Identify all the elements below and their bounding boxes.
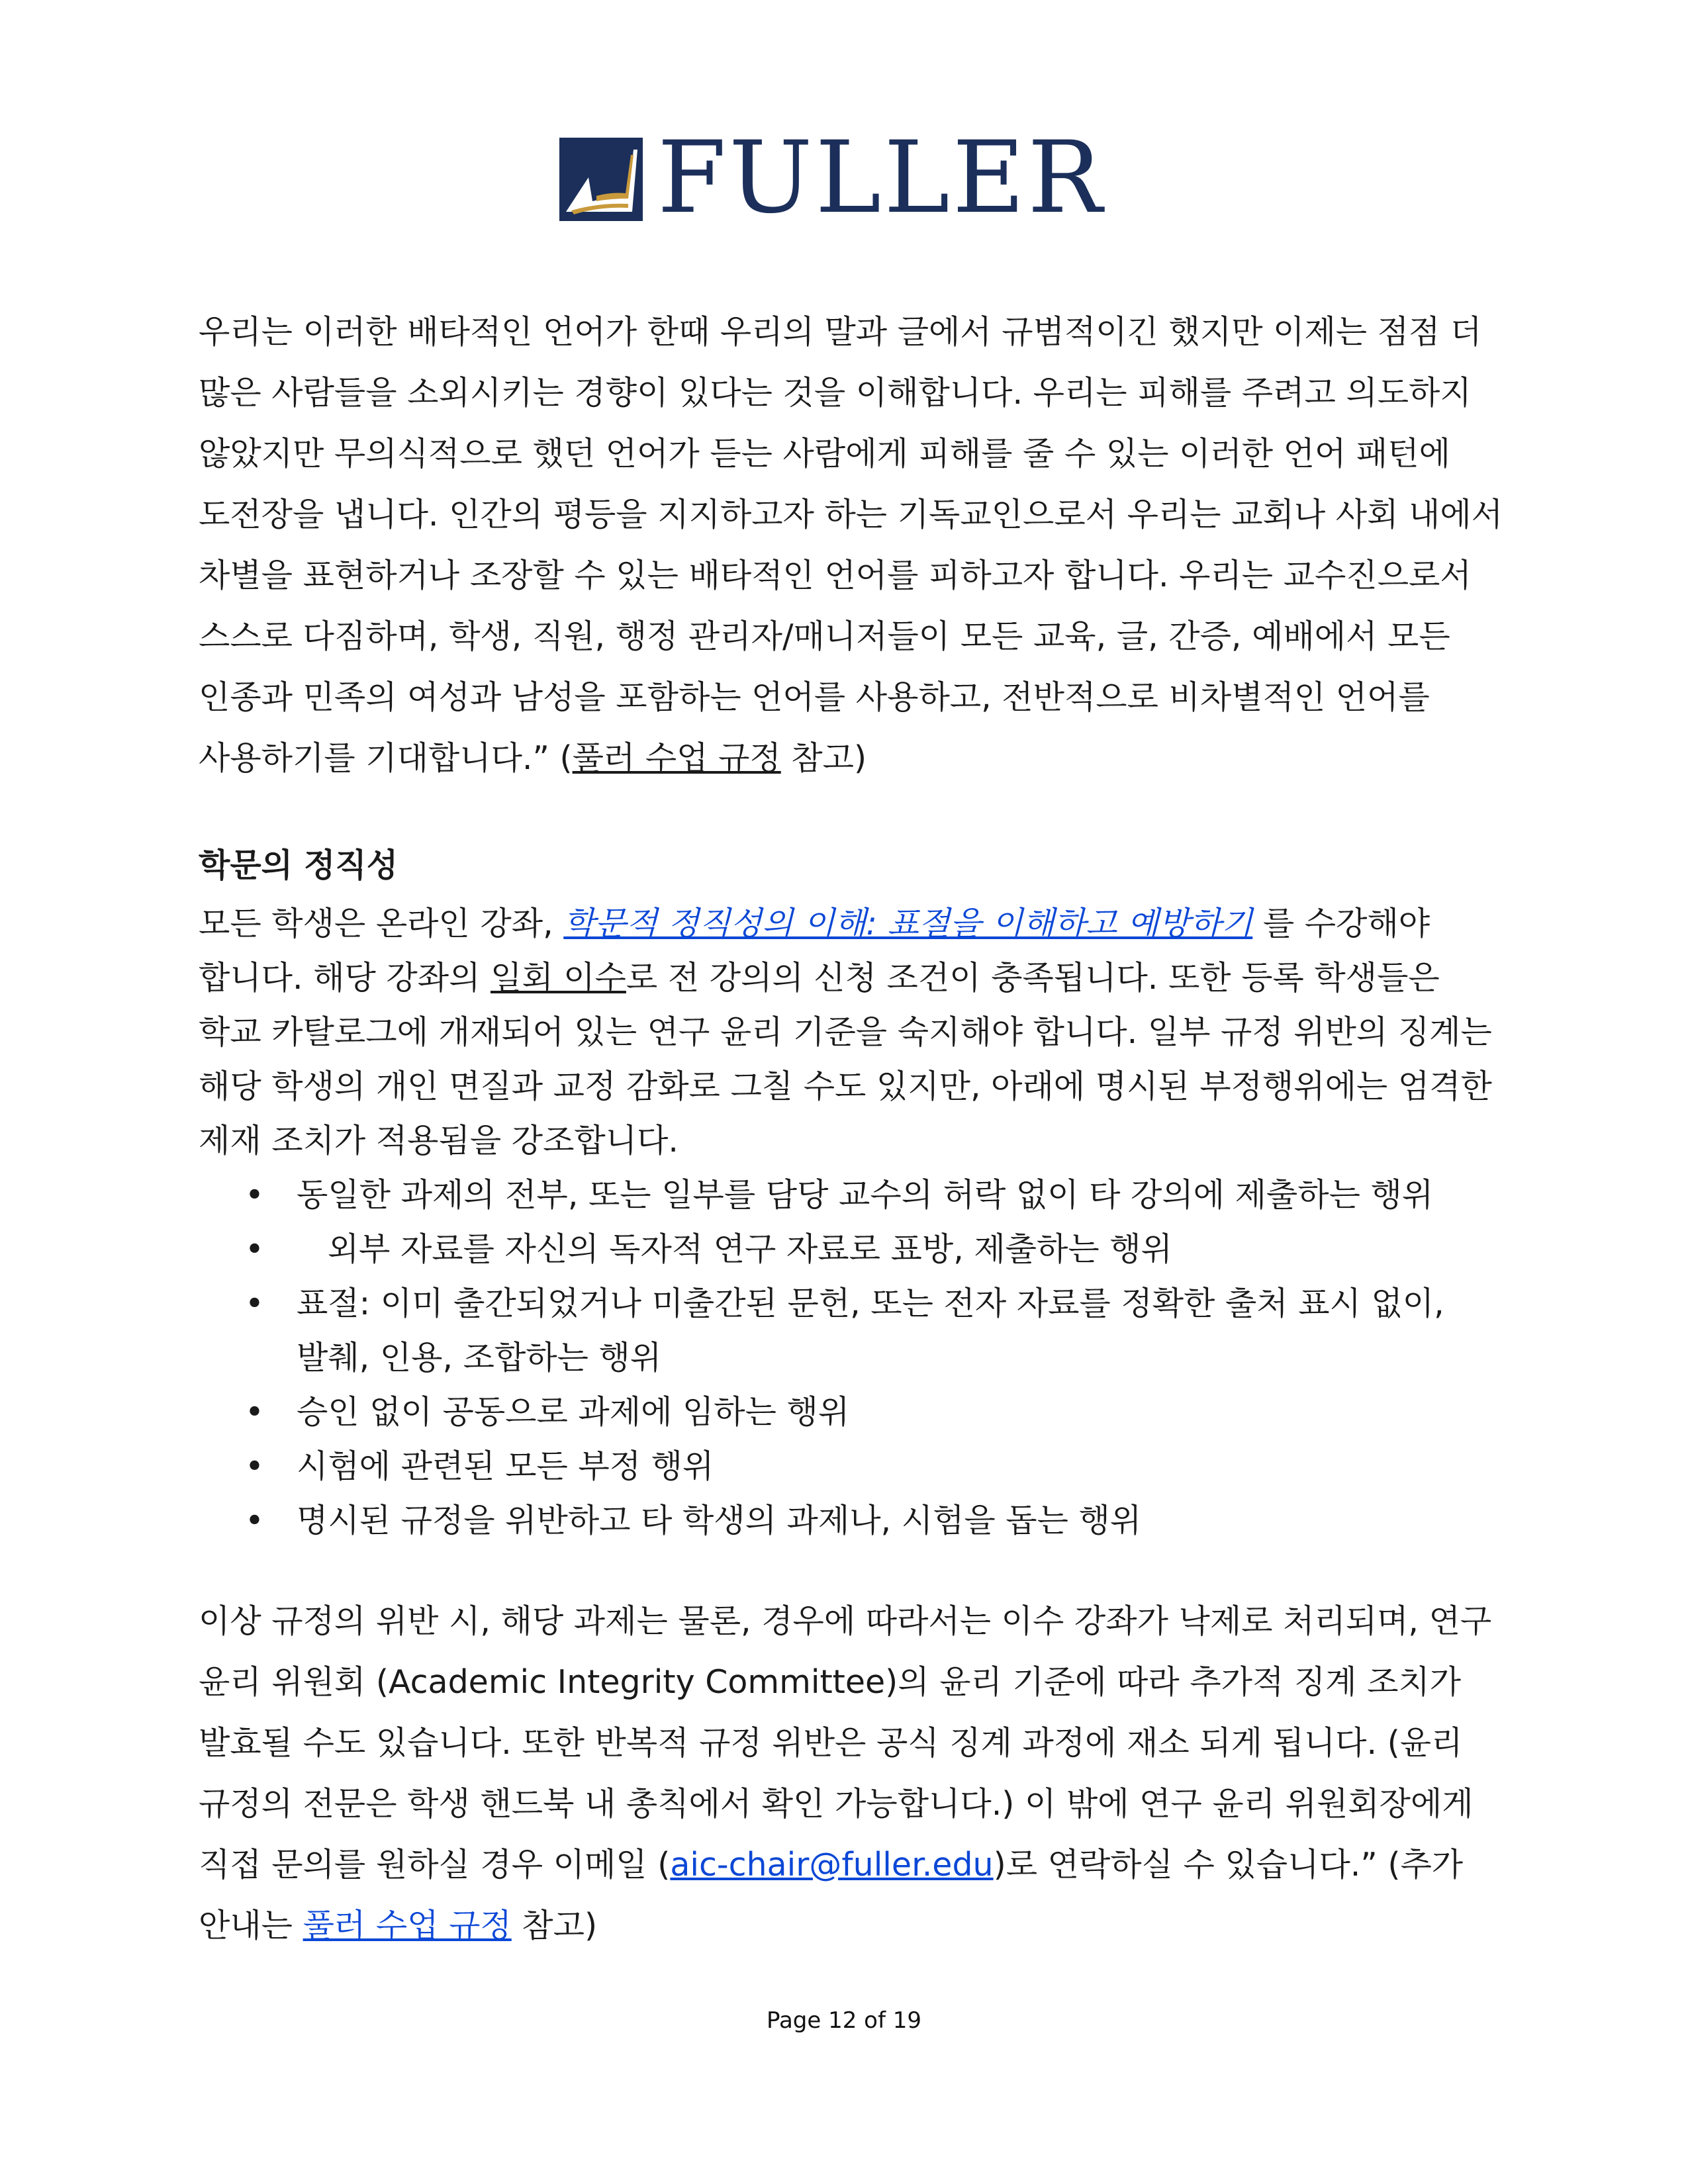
text-line bbox=[199, 951, 1496, 1005]
bullet-icon: • bbox=[245, 1176, 264, 1214]
text-line: 우리는 이러한 배타적인 언어가 한때 우리의 말과 글에서 규범적이긴 했지만 이제는 점점 더 bbox=[199, 313, 1482, 351]
bullet-icon: • bbox=[245, 1502, 264, 1539]
logo-wordmark: FULLER bbox=[657, 120, 1105, 236]
text-line: 차별을 표현하거나 조장할 수 있는 배타적인 언어를 피하고자 합니다. 우리는 교수진으로서 bbox=[199, 557, 1472, 594]
text-fragment: 로 전 강의의 신청 조건이 충족됩니다. 또한 등록 학생들은 bbox=[626, 959, 1440, 997]
list-item bbox=[199, 1277, 1496, 1385]
text-line: 해당 학생의 개인 면질과 교정 감화로 그칠 수도 있지만, 아래에 명시된 부정행위에는 엄격한 bbox=[199, 1068, 1492, 1105]
text-fragment: 안내는 bbox=[199, 1907, 303, 1944]
bullet-icon: • bbox=[245, 1285, 264, 1322]
text-line: 규정의 전문은 학생 핸드북 내 총칙에서 확인 가능합니다.) 이 밖에 연구 윤리 위원회장에게 bbox=[199, 1785, 1474, 1823]
text-fragment: 모든 학생은 온라인 강좌, bbox=[199, 905, 564, 942]
class-policy-link[interactable]: 풀러 수업 규정 bbox=[303, 1907, 512, 1944]
paragraph-academic-integrity bbox=[199, 897, 1496, 1168]
list-item bbox=[199, 1222, 1496, 1277]
bullet-icon: • bbox=[245, 1393, 264, 1431]
text-fragment: 참고) bbox=[780, 739, 867, 777]
list-item bbox=[199, 1168, 1496, 1222]
list-item bbox=[199, 1385, 1496, 1439]
text-line: 윤리 위원회 (Academic Integrity Committee)의 윤리 기준에 따라 추가적 징계 조치가 bbox=[199, 1663, 1462, 1701]
bullet-icon: • bbox=[245, 1447, 264, 1485]
text-line: 학교 카탈로그에 개재되어 있는 연구 윤리 기준을 숙지해야 합니다. 일부 규정 위반의 징계는 bbox=[199, 1013, 1492, 1051]
list-item-text: 발췌, 인용, 조합하는 행위 bbox=[297, 1339, 662, 1377]
text-fragment: )로 연락하실 수 있습니다.” (추가 bbox=[993, 1846, 1464, 1884]
text-line: 발효될 수도 있습니다. 또한 반복적 규정 위반은 공식 징계 과정에 재소 되게 됩니다. (윤리 bbox=[199, 1724, 1463, 1762]
integrity-course-link[interactable]: 학문적 정직성의 이해: 표절을 이해하고 예방하기 bbox=[563, 905, 1253, 942]
text-line: 스스로 다짐하며, 학생, 직원, 행정 관리자/매니저들이 모든 교육, 글, 간증, 예배에서 모든 bbox=[199, 617, 1450, 655]
text-fragment: 참고) bbox=[511, 1907, 598, 1944]
text-line bbox=[199, 728, 1496, 789]
text-line bbox=[199, 1895, 1496, 1956]
list-item-text: 시험에 관련된 모든 부정 행위 bbox=[297, 1447, 714, 1485]
text-line: 제재 조치가 적용됨을 강조합니다. bbox=[199, 1122, 679, 1160]
text-fragment: 사용하기를 기대합니다.” ( bbox=[199, 739, 573, 777]
page-number: Page 12 of 19 bbox=[766, 2007, 922, 2034]
fuller-book-mark-icon bbox=[559, 138, 643, 221]
text-line: 이상 규정의 위반 시, 해당 과제는 물론, 경우에 따라서는 이수 강좌가 낙제로 처리되며, 연구 bbox=[199, 1602, 1492, 1640]
text-line: 인종과 민족의 여성과 남성을 포함하는 언어를 사용하고, 전반적으로 비차별적인 언어를 bbox=[199, 678, 1430, 716]
list-item bbox=[199, 1494, 1496, 1548]
list-item bbox=[199, 1439, 1496, 1494]
list-item-text: 승인 없이 공동으로 과제에 임하는 행위 bbox=[297, 1393, 850, 1431]
list-item-text: 외부 자료를 자신의 독자적 연구 자료로 표방, 제출하는 행위 bbox=[297, 1230, 1172, 1268]
text-line: 도전장을 냅니다. 인간의 평등을 지지하고자 하는 기독교인으로서 우리는 교회나 사회 내에서 bbox=[199, 496, 1503, 533]
text-line: 많은 사람들을 소외시키는 경향이 있다는 것을 이해합니다. 우리는 피해를 주려고 의도하지 bbox=[199, 374, 1472, 412]
text-fragment: 직접 문의를 원하실 경우 이메일 ( bbox=[199, 1846, 671, 1884]
text-line: 않았지만 무의식적으로 했던 언어가 듣는 사람에게 피해를 줄 수 있는 이러한 언어 패턴에 bbox=[199, 435, 1450, 473]
list-item-text: 동일한 과제의 전부, 또는 일부를 담당 교수의 허락 없이 타 강의에 제출하는 행위 bbox=[297, 1176, 1434, 1214]
bullet-icon: • bbox=[245, 1230, 264, 1268]
text-line bbox=[199, 1835, 1496, 1895]
text-fragment: 를 수강해야 bbox=[1252, 905, 1430, 942]
email-link[interactable]: aic-chair@fuller.edu bbox=[670, 1846, 994, 1884]
class-policy-link[interactable]: 풀러 수업 규정 bbox=[572, 739, 781, 777]
text-line bbox=[199, 897, 1496, 951]
paragraph-exclusive-language bbox=[199, 302, 1503, 789]
underlined-text: 일회 이수 bbox=[490, 959, 626, 997]
violations-list bbox=[199, 1168, 1496, 1548]
list-item-text: 표절: 이미 출간되었거나 미출간된 문헌, 또는 전자 자료를 정확한 출처 표시 없이, bbox=[297, 1285, 1444, 1322]
text-fragment: 합니다. 해당 강좌의 bbox=[199, 959, 491, 997]
paragraph-consequences bbox=[199, 1591, 1496, 1956]
list-item-text: 명시된 규정을 위반하고 타 학생의 과제나, 시험을 돕는 행위 bbox=[297, 1502, 1142, 1539]
section-heading: 학문의 정직성 bbox=[199, 846, 399, 884]
fuller-logo bbox=[559, 120, 1129, 236]
